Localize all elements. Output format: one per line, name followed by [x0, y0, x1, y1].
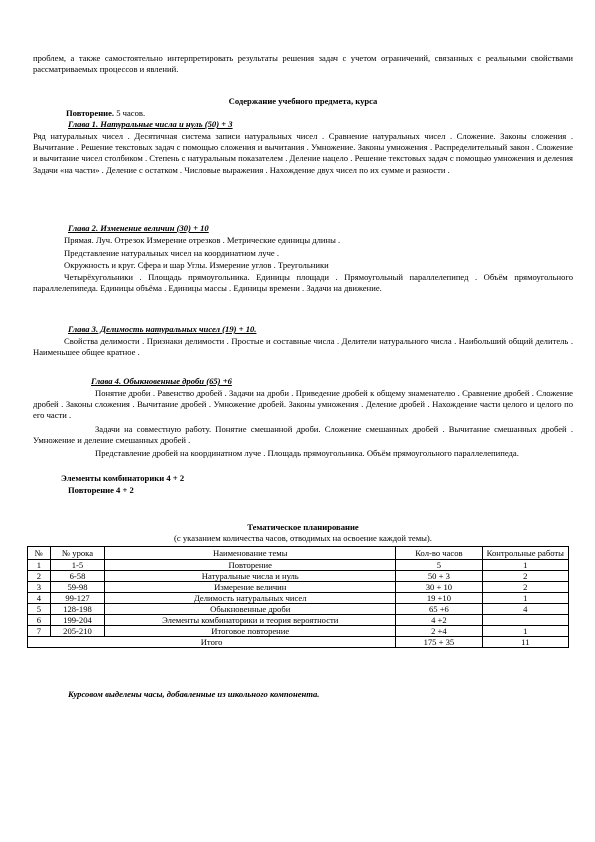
chapter1-title: Глава 1. Натуральные числа и нуль (50) + 3 — [68, 119, 233, 129]
cell-hours: 50 + 3 — [396, 571, 482, 582]
cell-number: 5 — [28, 604, 51, 615]
cell-tests: 4 — [482, 604, 568, 615]
plan-title: Тематическое планирование — [247, 522, 359, 532]
cell-lessons: 99-127 — [50, 593, 105, 604]
chapter2-title: Глава 2. Изменение величин (30) + 10 — [68, 223, 209, 233]
cell-topic: Натуральные числа и нуль — [105, 571, 396, 582]
cell-lessons: 199-204 — [50, 615, 105, 626]
cell-tests: 2 — [482, 582, 568, 593]
cell-topic: Повторение — [105, 560, 396, 571]
repeat-hours: 5 часов. — [116, 108, 146, 118]
footnote: Курсовом выделены часы, добавленные из школьного компонента. — [68, 689, 320, 699]
chapter4-title: Глава 4. Обыкновенные дроби (65) +6 — [91, 376, 232, 386]
header-topic: Наименование темы — [105, 547, 396, 560]
cell-hours: 5 — [396, 560, 482, 571]
cell-topic: Измерение величин — [105, 582, 396, 593]
chapter2-line: Четырёхугольники . Площадь прямоугольника. Единицы площади . Прямоугольный параллелепипед . Объём прямоугольного параллелепипеда. Единицы объёма . Единицы массы . Единицы времени . Задачи на движение. — [33, 272, 573, 294]
chapter4-paragraph: Представление дробей на координатном луче . Площадь прямоугольника. Объём прямоугольного параллелепипеда. — [95, 448, 519, 458]
cell-tests: 1 — [482, 626, 568, 637]
cell-lessons: 128-198 — [50, 604, 105, 615]
cell-number: 3 — [28, 582, 51, 593]
cell-topic: Делимость натуральных чисел — [105, 593, 396, 604]
cell-lessons: 1-5 — [50, 560, 105, 571]
header-hours: Кол-во часов — [396, 547, 482, 560]
cell-hours: 4 +2 — [396, 615, 482, 626]
cell-topic: Элементы комбинаторики и теория вероятности — [105, 615, 396, 626]
table-header-row — [28, 547, 569, 560]
chapter3-title: Глава 3. Делимость натуральных чисел (19) + 10. — [68, 324, 257, 334]
cell-hours: 2 +4 — [396, 626, 482, 637]
cell-hours: 19 +10 — [396, 593, 482, 604]
header-lesson: № урока — [50, 547, 105, 560]
header-tests: Контрольные работы — [482, 547, 568, 560]
cell-number: 4 — [28, 593, 51, 604]
cell-number: 7 — [28, 626, 51, 637]
cell-topic: Обыкновенные дроби — [105, 604, 396, 615]
cell-topic: Итоговое повторение — [105, 626, 396, 637]
cell-number: 2 — [28, 571, 51, 582]
cell-lessons: 205-210 — [50, 626, 105, 637]
table-row — [28, 604, 569, 615]
chapter2-line: Окружность и круг. Сфера и шар Углы. Измерение углов . Треугольники — [64, 260, 329, 270]
cell-tests: 1 — [482, 560, 568, 571]
content-heading: Содержание учебного предмета, курса — [228, 96, 378, 106]
table-row — [28, 626, 569, 637]
table-total-row — [28, 637, 569, 648]
cell-number: 6 — [28, 615, 51, 626]
table-row — [28, 593, 569, 604]
cell-lessons: 59-98 — [50, 582, 105, 593]
repeat2-line: Повторение 4 + 2 — [68, 485, 134, 495]
table-row — [28, 571, 569, 582]
chapter4-paragraph: Задачи на совместную работу. Понятие смешанной дроби. Сложение смешанных дробей . Вычитание смешанных дробей . Умножение и деление смешанных дробей . — [33, 424, 573, 446]
cell-hours: 30 + 10 — [396, 582, 482, 593]
header-number: № — [28, 547, 51, 560]
combinatorics-line: Элементы комбинаторики 4 + 2 — [61, 473, 185, 483]
intro-paragraph: проблем, а также самостоятельно интерпретировать результаты решения задач с учетом ограничений, связанных с реальными свойствами рассматриваемых процессов и явлений. — [33, 53, 573, 75]
chapter4-paragraph: Понятие дроби . Равенство дробей . Задачи на дроби . Приведение дробей к общему знаменателю . Сравнение дробей . Сложение дробей . Законы сложения . Вычитание дробей . Умножение дробей. Законы умножения . Деление дробей . Нахождение части целого и целого по его части . — [33, 388, 573, 421]
cell-tests — [482, 615, 568, 626]
repeat-label: Повторение. — [66, 108, 115, 118]
chapter2-line: Представление натуральных чисел на координатном луче . — [64, 248, 280, 258]
table-row — [28, 582, 569, 593]
cell-hours: 65 +6 — [396, 604, 482, 615]
table-row — [28, 615, 569, 626]
table-row — [28, 560, 569, 571]
cell-tests: 1 — [482, 593, 568, 604]
cell-number: 1 — [28, 560, 51, 571]
plan-table — [27, 546, 569, 648]
repeat-line — [66, 108, 466, 119]
total-hours: 175 + 35 — [396, 637, 482, 648]
chapter1-body: Ряд натуральных чисел . Десятичная система записи натуральных чисел . Сравнение натуральных чисел . Сложение. Законы сложения . Вычитание . Решение текстовых задач с помощью сложения и вычитания . Умножение. Законы умножения . Распределительный закон . Сложение и вычитание чисел столбиком . Степень с натуральным показателем . Деление нацело . Решение текстовых задач с помощью умножения и деления Задачи «на части» . Деление с остатком . Числовые выражения . Нахождение двух чисел по их сумме и разности . — [33, 131, 573, 175]
chapter2-line: Прямая. Луч. Отрезок Измерение отрезков . Метрические единицы длины . — [64, 235, 341, 245]
cell-lessons: 6-58 — [50, 571, 105, 582]
chapter3-body: Свойства делимости . Признаки делимости . Простые и составные числа . Делители натурального числа . Наибольший общий делитель . Наименьшее общее кратное . — [33, 336, 573, 358]
plan-subtitle: (с указанием количества часов, отводимых на освоение каждой темы). — [174, 533, 432, 543]
cell-tests: 2 — [482, 571, 568, 582]
total-label: Итого — [28, 637, 396, 648]
total-tests: 11 — [482, 637, 568, 648]
